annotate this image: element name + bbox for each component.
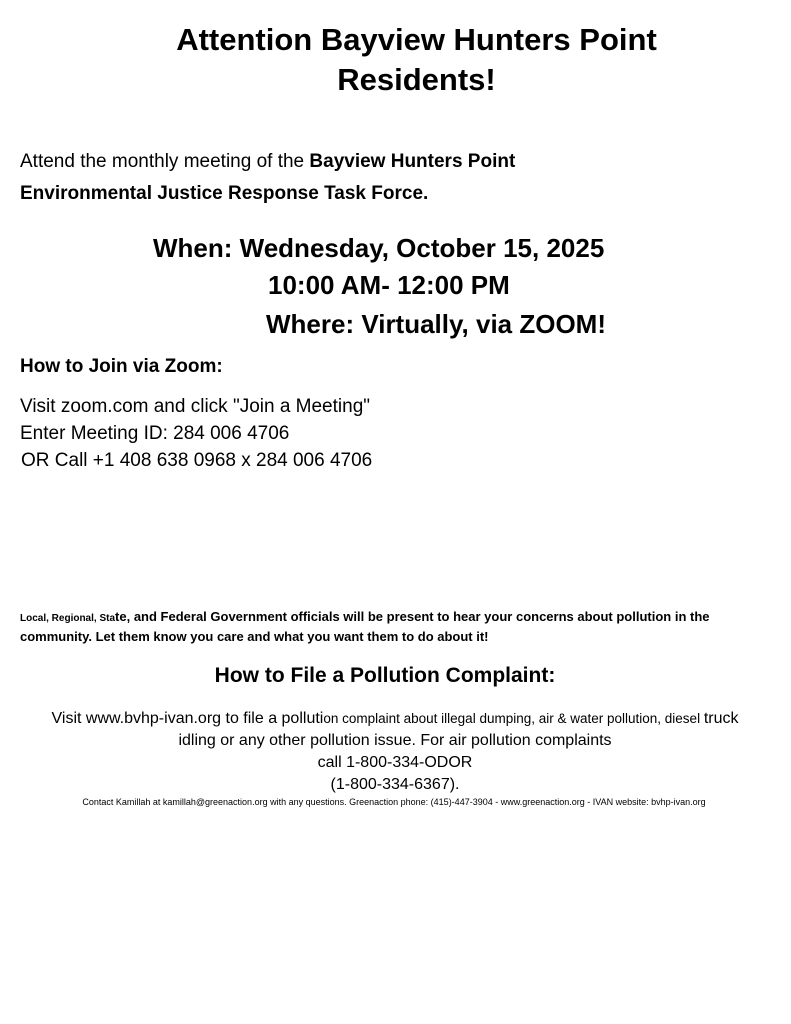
officials-notice-text: te, and Federal Government officials will be present to hear your concerns about pollution in the community. Let them know you care and what you want them to do about it! — [20, 609, 710, 644]
complaint-instructions — [40, 708, 750, 796]
complaint-text-part-3: truck idling or any other pollution issue. For air pollution complaints — [178, 710, 739, 749]
complaint-text-part-1: Visit www.bvhp-ivan.org to file a polluti — [51, 710, 324, 727]
contact-footer: Contact Kamillah at kamillah@greenaction.org with any questions. Greenaction phone: (415)-447-3904 - www.greenaction.org - IVAN website: bvhp-ivan.org — [82, 797, 706, 807]
officials-notice-small: Local, Regional, Sta — [20, 613, 116, 624]
odor-hotline-number: (1-800-334-6367). — [330, 776, 460, 793]
title-line-2: Residents! — [337, 62, 496, 97]
join-step-call: OR Call +1 408 638 0968 x 284 006 4706 — [21, 450, 373, 471]
flyer-title — [0, 20, 791, 100]
intro-paragraph — [20, 146, 760, 210]
title-line-1: Attention Bayview Hunters Point — [176, 22, 657, 57]
join-step-meeting-id: Enter Meeting ID: 284 006 4706 — [20, 423, 290, 444]
meeting-location: Where: Virtually, via ZOOM! — [266, 309, 606, 339]
join-heading: How to Join via Zoom: — [20, 356, 223, 377]
complaint-heading: How to File a Pollution Complaint: — [214, 664, 556, 687]
complaint-text-part-2: on complaint about illegal dumping, air & water pollution, diesel — [323, 711, 704, 726]
odor-hotline: call 1-800-334-ODOR — [317, 754, 473, 771]
intro-prefix: Attend the monthly meeting of the — [20, 151, 310, 172]
meeting-time: 10:00 AM- 12:00 PM — [268, 270, 510, 300]
join-step-visit: Visit zoom.com and click "Join a Meeting" — [20, 396, 371, 417]
task-force-name-part-1: Bayview Hunters Point — [309, 151, 516, 172]
meeting-date: When: Wednesday, October 15, 2025 — [153, 233, 605, 263]
task-force-name-part-2: Environmental Justice Response Task Force. — [20, 183, 429, 204]
officials-notice — [20, 608, 780, 646]
